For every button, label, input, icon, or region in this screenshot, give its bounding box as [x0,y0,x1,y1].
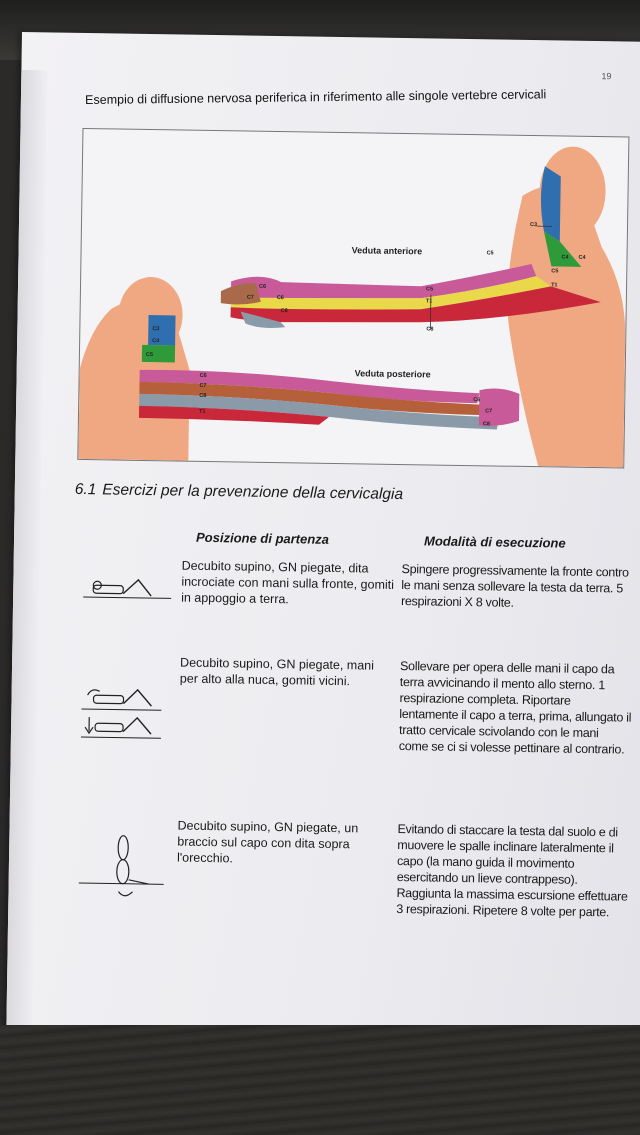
tag-anterior-c5-chest: C5 [551,268,559,275]
tag-posterior-c7-hand: C7 [485,408,493,415]
tag-posterior-c5: C5 [145,351,154,359]
page-number: 19 [601,71,612,82]
column-header-start: Posizione di partenza [195,529,330,547]
tag-anterior-c3: C3 [529,222,538,229]
tag-posterior-c3: C3 [152,326,160,333]
section-heading [75,481,403,504]
dermatome-illustration [78,129,628,468]
exercise-1-execution: Spingere progressivamente la fronte contro le mani senza sollevare la testa da terra. 5 respirazioni X 8 volte. [400,562,629,610]
tag-posterior-c4: C4 [152,338,160,345]
tag-posterior-c7: C7 [199,382,207,389]
figure-caption: Esempio di diffusione nervosa periferica in riferimento alle singole vertebre cervicali [85,87,547,107]
column-header-execution: Modalità di esecuzione [423,533,566,551]
tag-anterior-c4: C4 [561,254,569,261]
section-title: Esercizi per la prevenzione della cervicalgia [102,481,404,504]
tag-anterior-c4-neck: C4 [578,254,586,261]
book-page [6,32,640,1072]
exercise-2-pictogram [81,683,172,744]
tag-anterior-t1-arm: T1 [425,298,433,305]
exercise-3-execution: Evitando di staccare la testa dal suolo e di muovere le spalle inclinare lateralmente il capo (la mano guida il movimento esercitando un lieve contrappeso). Raggiunta la massima escursione effettuare 3 respirazioni. Ripetere 8 volte per parte. [396,821,628,920]
tag-anterior-c8-hand: C8 [280,308,288,315]
page-fold-shadow [6,70,48,1070]
tag-anterior-t1-chest: T1 [551,282,558,289]
exercise-3-pictogram [78,833,179,905]
label-posterior-view: Veduta posteriore [354,368,431,380]
dermatome-figure [77,128,629,469]
tag-posterior-c6: C6 [199,372,207,379]
tag-anterior-c6-hand: C6 [276,295,284,302]
tag-posterior-c6-hand: C6 [473,397,481,404]
anterior-hand [221,283,261,305]
exercise-1-start: Decubito supino, GN piegate, dita incrociate con mani sulla fronte, gomiti in appoggio a terra. [181,558,395,607]
tag-anterior-c5-arm: C5 [425,286,434,293]
tag-anterior-c8: C8 [426,326,434,333]
exercise-1-pictogram [83,573,173,604]
label-anterior-view: Veduta anteriore [351,245,423,257]
exercise-3-start: Decubito supino, GN piegate, un braccio sul capo con dita sopra l'orecchio. [176,818,359,866]
tag-anterior-c6: C6 [258,283,267,290]
tag-posterior-c8-hand: C8 [482,421,490,428]
exercise-2-execution: Sollevare per opera delle mani il capo da terra avvicinando il mento allo sterno. 1 respirazione completa. Riportare lentamente il capo a terra, prima, allungato il tratto cervicale scivolando con le mani come se ci si volesse pettinare al contrario. [398,659,632,757]
desk-background-bottom [0,1025,640,1135]
section-number: 6.1 [74,480,97,499]
tag-anterior-c7: C7 [246,294,254,301]
tag-anterior-c5: C5 [486,250,494,257]
tag-posterior-t1: T1 [199,408,206,415]
tag-posterior-c8: C8 [199,392,207,399]
exercise-2-start: Decubito supino, GN piegate, mani per alto alla nuca, gomiti vicini. [179,655,375,689]
